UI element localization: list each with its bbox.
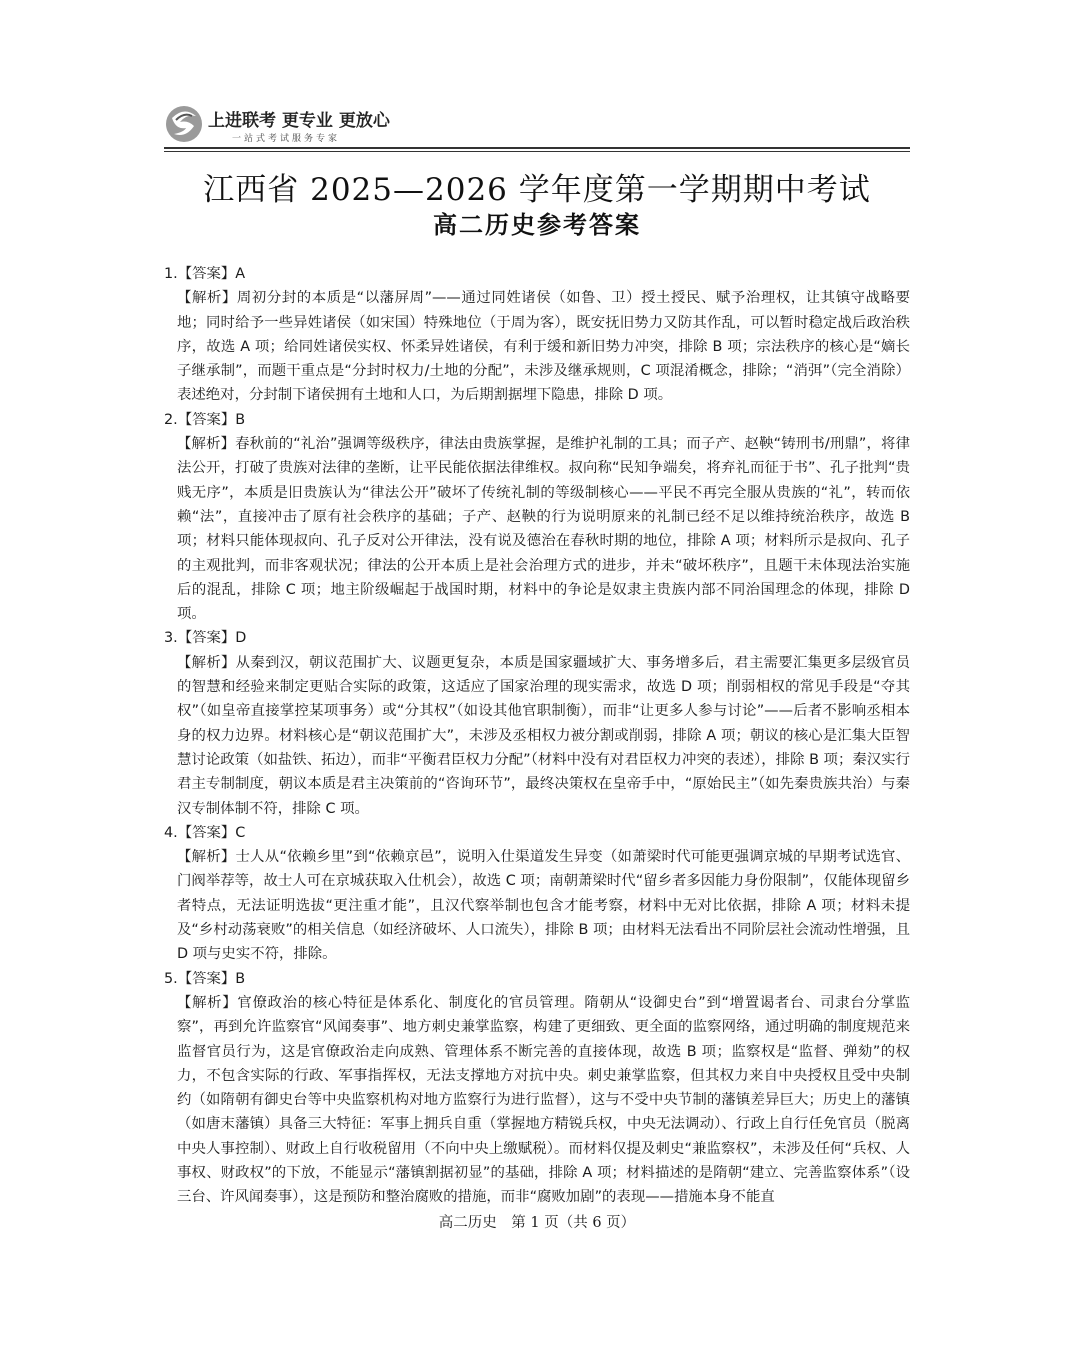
explanation-4: 【解析】士人从“依赖乡里”到“依赖京邑”，说明入仕渠道发生异变（如萧梁时代可能更强调京城的早期考试选官、门阀举荐等，故士人可在京城获取入仕机会），故选 C 项；南朝萧梁时代“留乡者多因能力身份限制”，仅能体现留乡者特点，无法证明选拔“更注重才能”，且汉代察举制也包含才能考察，材料中无对比依据，排除 A 项；材料未提及“乡村动荡衰败”的相关信息（如经济破坏、人口流失），排除 B 项；由材料无法看出不同阶层社会流动性增强，且 D 项与史实不符，排除。	[177, 849, 910, 963]
answer-line-1: 1.【答案】A	[164, 266, 246, 282]
answer-line-5: 5.【答案】B	[164, 970, 246, 987]
header-divider-thick	[164, 147, 910, 149]
swirl-logo-icon	[164, 104, 204, 144]
answer-line-3: 3.【答案】D	[164, 630, 247, 647]
answer-line-4: 4.【答案】C	[164, 824, 246, 841]
answer-line-2: 2.【答案】B	[164, 411, 246, 428]
brand-tagline: 一站式考试服务专家	[232, 134, 341, 144]
page-header	[164, 100, 910, 150]
header-divider-thin	[164, 151, 910, 152]
exam-subtitle: 高二历史参考答案	[433, 211, 641, 239]
explanation-5: 【解析】官僚政治的核心特征是体系化、制度化的官员管理。隋朝从“设御史台”到“增置谒者台、司隶台分掌监察”，再到允许监察官“风闻奏事”、地方刺史兼掌监察，构建了更细致、更全面的监察网络，通过明确的制度规范来监督官员行为，这是官僚政治走向成熟、管理体系不断完善的直接体现，故选 B 项；监察权是“监督、弹劾”的权力，不包含实际的行政、军事指挥权，无法支撑地方对抗中央。刺史兼掌监察，但其权力来自中央授权且受中央制约（如隋朝有御史台等中央监察机构对地方监察行为进行监督），这与不受中央节制的藩镇差异巨大；历史上的藩镇（如唐末藩镇）具备三大特征：军事上拥兵自重（掌握地方精锐兵权，中央无法调动）、行政上自行任免官员（脱离中央人事控制）、财政上自行收税留用（不向中央上缴赋税）。而材料仅提及刺史“兼监察权”，未涉及任何“兵权、人事权、财政权”的下放，不能显示“藩镇割据初显”的基础，排除 A 项；材料描述的是隋朝“建立、完善监察体系”（设三台、许风闻奏事），这是预防和整治腐败的措施，而非“腐败加剧”的表现——措施本身不能直	[177, 994, 910, 1206]
explanation-2: 【解析】春秋前的“礼治”强调等级秩序，律法由贵族掌握，是维护礼制的工具；而子产、赵鞅“铸刑书/刑鼎”，将律法公开，打破了贵族对法律的垄断，让平民能依据法律维权。叔向称“民知争端矣，将弃礼而征于书”、孔子批判“贵贱无序”，本质是旧贵族认为“律法公开”破坏了传统礼制的等级制核心——平民不再完全服从贵族的“礼”，转而依赖“法”，直接冲击了原有社会秩序的基础；子产、赵鞅的行为说明原来的礼制已经不足以维持统治秩序，故选 B 项；材料只能体现叔向、孔子反对公开律法，没有说及德治在春秋时期的地位，排除 A 项；材料所示是叔向、孔子的主观批判，而非客观状况；律法的公开本质上是社会治理方式的进步，并未“破坏秩序”，且题干未体现法治实施后的混乱，排除 C 项；地主阶级崛起于战国时期，材料中的争论是奴隶主贵族内部不同治国理念的体现，排除 D 项。	[177, 436, 910, 623]
exam-title: 江西省 2025—2026 学年度第一学期期中考试	[203, 172, 871, 208]
answer-content	[164, 262, 910, 1210]
explanation-1: 【解析】周初分封的本质是“以藩屏周”——通过同姓诸侯（如鲁、卫）授土授民、赋予治理权，让其镇守战略要地；同时给予一些异姓诸侯（如宋国）特殊地位（于周为客），既安抚旧势力又防其作乱，可以暂时稳定战后政治秩序，故选 A 项；给同姓诸侯实权、怀柔异姓诸侯，有利于缓和新旧势力冲突，排除 B 项；宗法秩序的核心是“嫡长子继承制”，而题干重点是“分封时权力/土地的分配”，未涉及继承规则，C 项混淆概念，排除；“消弭”（完全消除）表述绝对，分封制下诸侯拥有土地和人口，为后期割据埋下隐患，排除 D 项。	[177, 290, 910, 404]
brand-slogan: 上进联考 更专业 更放心	[208, 111, 390, 131]
page-footer: 高二历史 第 1 页（共 6 页）	[438, 1215, 636, 1231]
explanation-3: 【解析】从秦到汉，朝议范围扩大、议题更复杂，本质是国家疆域扩大、事务增多后，君主需要汇集更多层级官员的智慧和经验来制定更贴合实际的政策，这适应了国家治理的现实需求，故选 D 项；削弱相权的常见手段是“夺其权”（如皇帝直接掌控某项事务）或“分其权”（如设其他官职制衡），而非“让更多人参与讨论”——后者不影响丞相本身的权力边界。材料核心是“朝议范围扩大”，未涉及丞相权力被分割或削弱，排除 A 项；朝议的核心是汇集大臣智慧讨论政策（如盐铁、拓边），而非“平衡君臣权力分配”（材料中没有对君臣权力冲突的表述），排除 B 项；秦汉实行君主专制制度，朝议本质是君主决策前的“咨询环节”，最终决策权在皇帝手中，“原始民主”（如先秦贵族共治）与秦汉专制体制不符，排除 C 项。	[177, 654, 910, 817]
